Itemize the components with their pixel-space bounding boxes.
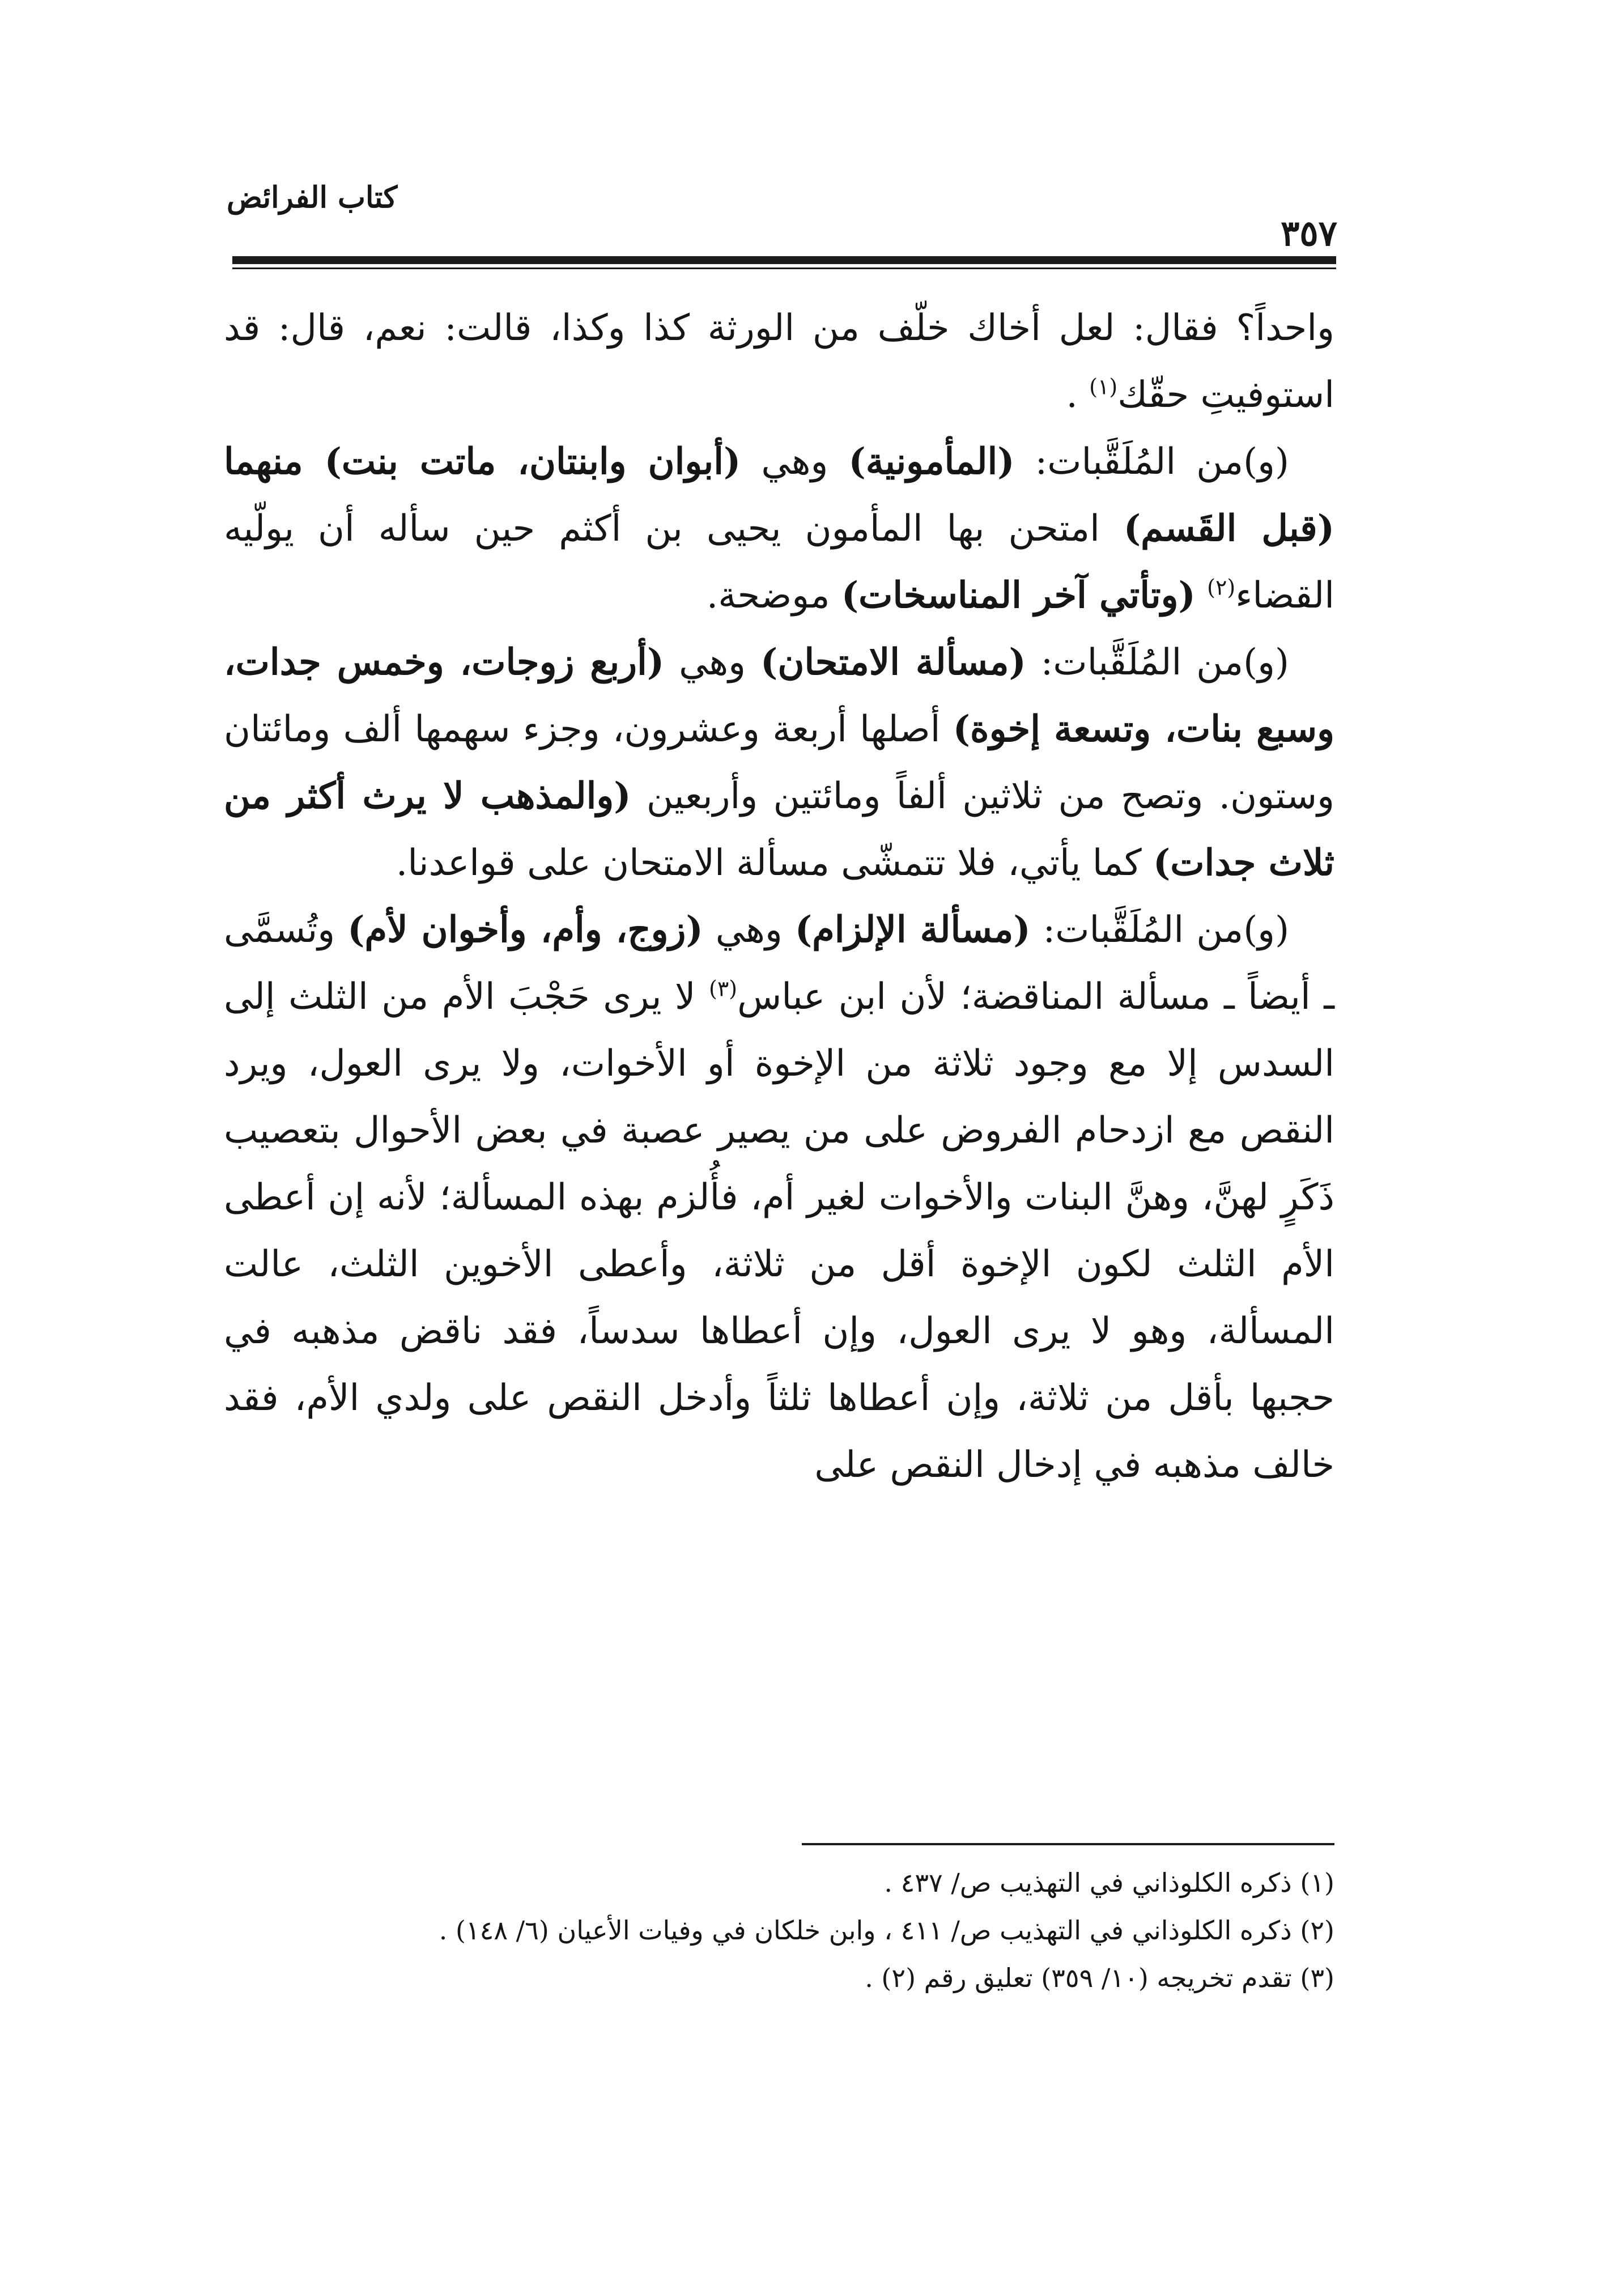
paragraph-3-lead: (و)من المُلَقَّبات: [1026, 642, 1290, 683]
paragraph-4-end: لا يرى حَجْبَ الأم من الثلث إلى السدس إلا مع وجود ثلاثة من الإخوة أو الأخوات، ولا يرى العول، ويرد النقص مع ازدحام الفروض على من يصير عصبة في بعض الأحوال بتعصيب ذَكَرٍ لهنَّ، وهنَّ البنات والأخوات لغير أم، فأُلزم بهذه المسألة؛ لأنه إن أعطى الأم الثلث لكون الإخوة أقل من ثلاثة، وأعطى الأخوين الثلث، عالت المسألة، وهو لا يرى العول، وإن أعطاها سدساً، فقد ناقض مذهبه في حجبها بأقل من ثلاثة، وإن أعطاها ثلثاً وأدخل النقص على ولدي الأم، فقد خالف مذهبه في إدخال النقص على [224, 976, 1335, 1486]
footnotes [224, 1859, 1334, 2002]
paragraph-1 [224, 295, 1334, 428]
paragraph-3-term-1: (مسألة الامتحان) [760, 641, 1026, 683]
header-rule [232, 256, 1336, 264]
paragraph-4-mid-2: وتُسمَّى ـ أيضاً ـ مسألة المناقضة؛ لأن ابن عباس [224, 909, 1335, 1018]
paragraph-2-mid-2: امتحن بها المأمون يحيى بن أكثم حين سأله أن يولّيه القضاء [224, 508, 1334, 617]
paragraph-2-term-2: (أبوان وابنتان، ماتت بنت) منهما (قبل القَسم) [224, 440, 1334, 550]
paragraph-4-mid-1: وهي [703, 909, 795, 951]
footnote-1: (١) ذكره الكلوذاني في التهذيب ص/ ٤٣٧ . [884, 1867, 1334, 1898]
paragraph-2-end: موضحة. [706, 575, 841, 617]
footnote-ref-3: (٣) [708, 976, 738, 1001]
paragraph-1-text: واحداً؟ فقال: لعل أخاك خلّف من الورثة كذا وكذا، قالت: نعم، قال: قد استوفيتِ حقّك [224, 307, 1334, 416]
running-title: كتاب الفرائض [227, 180, 398, 215]
footnote-3: (٣) تقدم تخريجه (١٠/ ٣٥٩) تعليق رقم (٢) . [865, 1963, 1334, 1993]
paragraph-1-end: . [1066, 374, 1090, 416]
paragraph-2-mid-1: وهي [741, 441, 849, 483]
page-number: ٣٥٧ [1281, 213, 1337, 254]
paragraph-2-mid-3 [1196, 575, 1207, 617]
paragraph-3-end: كما يأتي، فلا تتمشّى مسألة الامتحان على قواعدنا. [396, 842, 1153, 884]
paragraph-4-term-2: (زوج، وأم، وأخوان لأم) [347, 908, 703, 951]
paragraph-2-term-3: (وتأتي آخر المناسخات) [841, 574, 1196, 617]
paragraph-4 [224, 897, 1334, 1498]
paragraph-3-mid-2: أصلها أربعة وعشرون، وجزء سهمها ألف ومائتان وستون. وتصح من ثلاثين ألفاً ومائتين وأربعين [224, 708, 1335, 817]
paragraph-3-term-2: (أربع زوجات، وخمس جدات، وسبع بنات، وتسعة إخوة) [224, 641, 1335, 750]
paragraph-4-term-1: (مسألة الإلزام) [794, 908, 1031, 951]
paragraph-2 [224, 428, 1334, 629]
paragraph-3-term-3: (والمذهب لا يرث أكثر من ثلاث جدات) [224, 775, 1334, 884]
main-text [224, 295, 1334, 1498]
paragraph-2-lead: (و)من المُلَقَّبات: [1014, 441, 1290, 483]
footnote-2: (٢) ذكره الكلوذاني في التهذيب ص/ ٤١١ ، وابن خلكان في وفيات الأعيان (٦/ ١٤٨) . [439, 1915, 1334, 1946]
header-rule-thin [232, 267, 1336, 269]
paragraph-2-term-1: (المأمونية) [848, 440, 1015, 483]
paragraph-3 [224, 629, 1334, 897]
paragraph-3-mid-1: وهي [664, 642, 761, 683]
footnote-ref-2: (٢) [1207, 575, 1236, 600]
paragraph-4-lead: (و)من المُلَقَّبات: [1030, 909, 1290, 951]
footnote-separator [802, 1843, 1334, 1845]
footnote-ref-1: (١) [1089, 374, 1118, 400]
